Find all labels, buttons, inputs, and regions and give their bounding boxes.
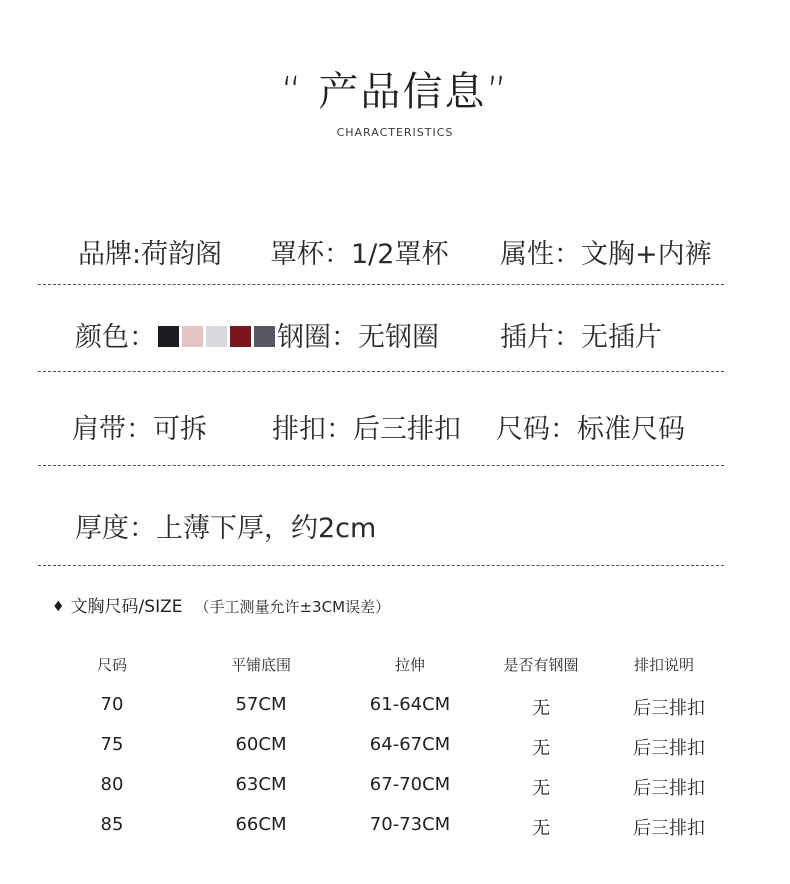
size-measure-note: （手工测量允许±3CM误差） xyxy=(194,598,391,616)
cell-stretch: 64-67CM xyxy=(369,734,451,755)
divider xyxy=(38,465,724,466)
attribute-row-3 xyxy=(0,407,790,457)
divider xyxy=(38,371,724,372)
attribute-row-1 xyxy=(0,232,790,282)
thickness-attribute: 厚度：上薄下厚，约2cm xyxy=(75,513,377,544)
cell-size: 85 xyxy=(100,814,124,835)
cell-wire: 无 xyxy=(532,818,550,839)
cell-size: 80 xyxy=(100,774,124,795)
cell-size: 70 xyxy=(100,694,124,715)
column-header-closure: 排扣说明 xyxy=(633,656,694,674)
insert-attribute: 插片：无插片 xyxy=(500,322,662,353)
cell-stretch: 70-73CM xyxy=(369,814,451,835)
color-swatch-black xyxy=(158,326,179,347)
cell-closure: 后三排扣 xyxy=(633,698,705,719)
cell-closure: 后三排扣 xyxy=(633,818,705,839)
column-header-wire: 是否有钢圈 xyxy=(503,656,579,674)
cell-size: 75 xyxy=(100,734,124,755)
color-label: 颜色： xyxy=(75,322,156,353)
wire-attribute: 钢圈：无钢圈 xyxy=(277,322,439,353)
column-header-flat-underbust: 平铺底围 xyxy=(230,656,291,674)
property-attribute: 属性：文胸+内裤 xyxy=(500,239,712,270)
strap-attribute: 肩带：可拆 xyxy=(72,414,207,445)
divider xyxy=(38,565,724,566)
cup-attribute: 罩杯：1/2罩杯 xyxy=(270,239,449,270)
color-swatches xyxy=(158,326,275,347)
cell-stretch: 61-64CM xyxy=(369,694,451,715)
cell-flat-underbust: 57CM xyxy=(235,694,287,715)
color-swatch-pink xyxy=(182,326,203,347)
page-subtitle: CHARACTERISTICS xyxy=(336,126,454,139)
cell-flat-underbust: 63CM xyxy=(235,774,287,795)
color-swatch-grey xyxy=(206,326,227,347)
attribute-row-2 xyxy=(0,315,790,365)
closure-attribute: 排扣：后三排扣 xyxy=(272,414,461,445)
cell-wire: 无 xyxy=(532,698,550,719)
cell-closure: 后三排扣 xyxy=(633,778,705,799)
cell-flat-underbust: 66CM xyxy=(235,814,287,835)
cell-stretch: 67-70CM xyxy=(369,774,451,795)
column-header-size: 尺码 xyxy=(96,656,127,674)
divider xyxy=(38,284,724,285)
size-section-heading xyxy=(52,592,390,617)
cell-closure: 后三排扣 xyxy=(633,738,705,759)
cell-wire: 无 xyxy=(532,778,550,799)
cell-flat-underbust: 60CM xyxy=(235,734,287,755)
size-heading-text: 文胸尺码/SIZE xyxy=(70,597,183,617)
color-swatch-dark-grey xyxy=(254,326,275,347)
size-attribute: 尺码：标准尺码 xyxy=(496,414,685,445)
color-attribute xyxy=(75,315,439,354)
color-swatch-wine xyxy=(230,326,251,347)
cell-wire: 无 xyxy=(532,738,550,759)
page-title: “ 产品信息” xyxy=(280,69,510,115)
attribute-row-4 xyxy=(0,506,790,556)
brand-attribute: 品牌:荷韵阁 xyxy=(78,239,223,270)
column-header-stretch: 拉伸 xyxy=(394,656,425,674)
diamond-bullet-icon: ♦ xyxy=(52,599,65,615)
